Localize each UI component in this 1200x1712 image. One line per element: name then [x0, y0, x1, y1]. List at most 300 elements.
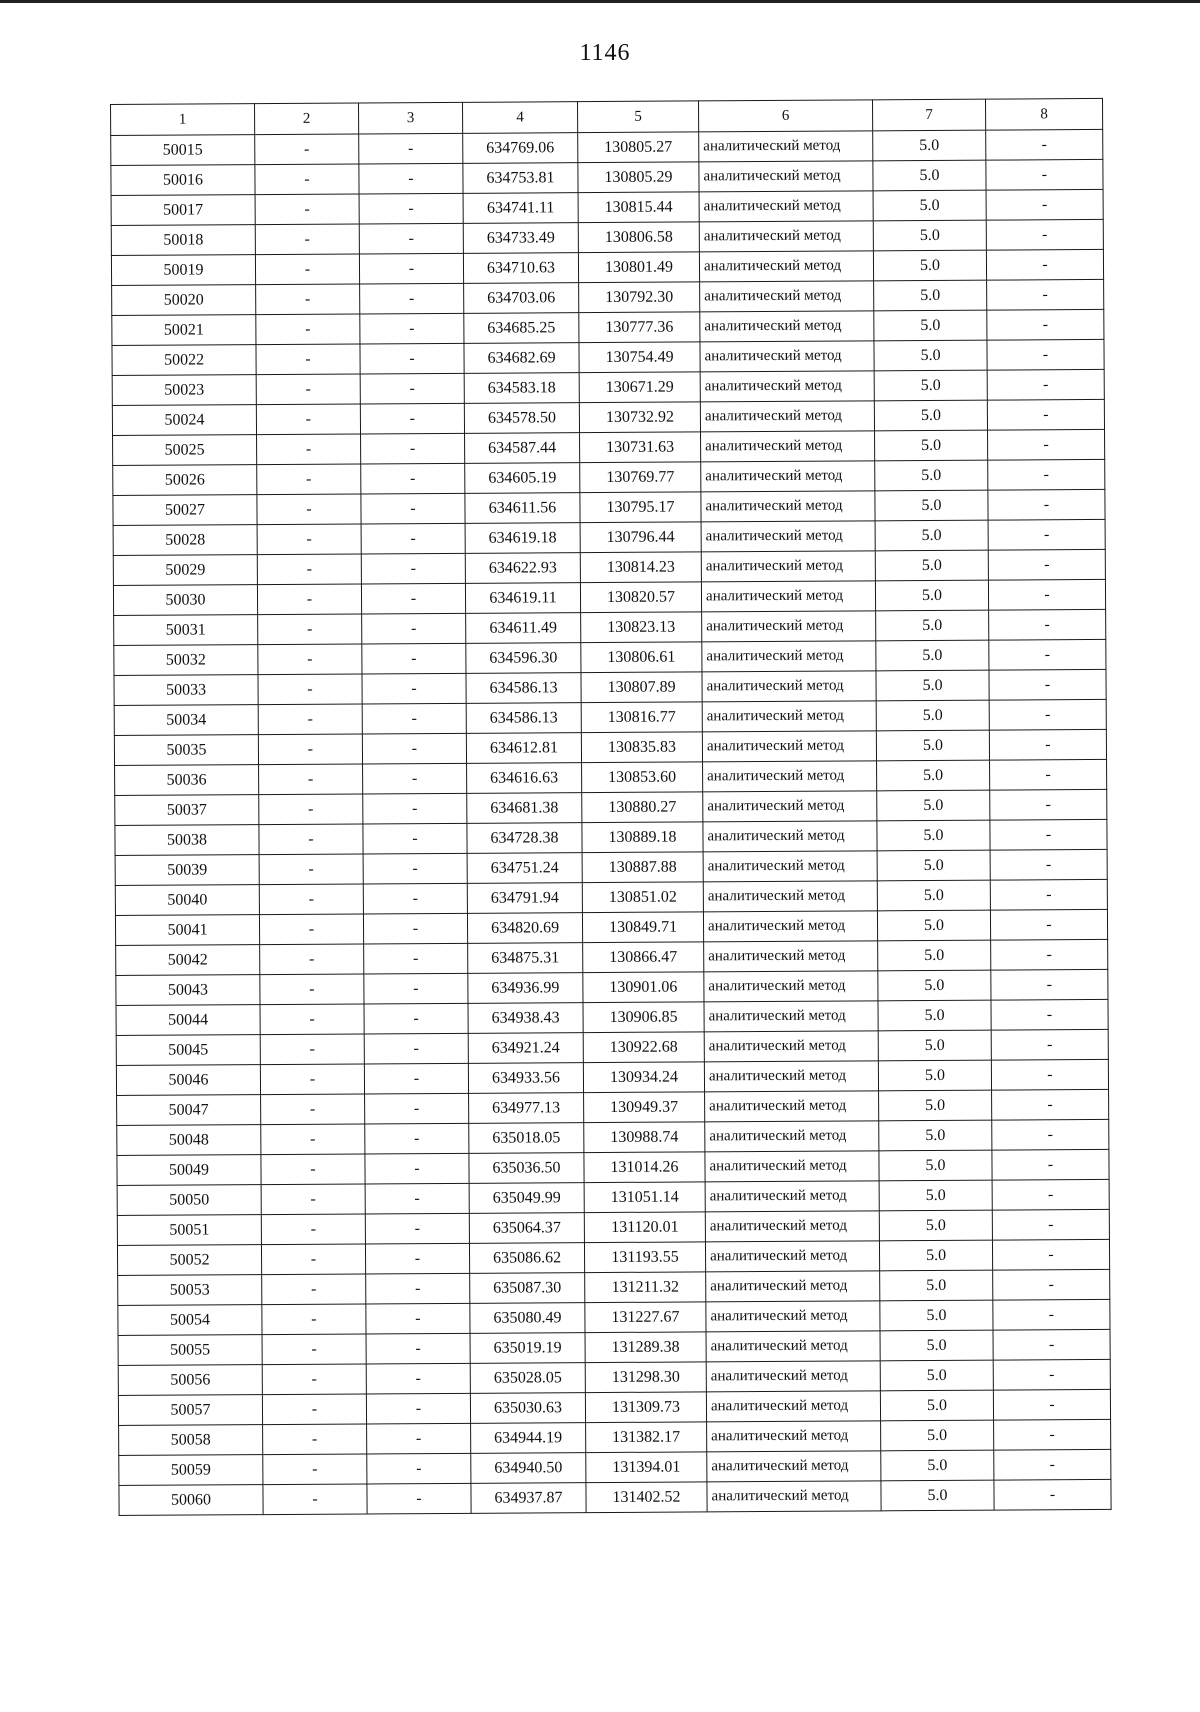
col-2-value-cell: - [258, 734, 362, 765]
method-cell: аналитический метод [705, 1121, 879, 1152]
x-coordinate-cell: 634583.18 [464, 373, 579, 404]
method-cell: аналитический метод [707, 1481, 881, 1512]
x-coordinate-cell: 634605.19 [465, 463, 580, 494]
col-3-value-cell: - [365, 1153, 469, 1184]
y-coordinate-cell: 130805.29 [578, 162, 699, 193]
x-coordinate-cell: 634933.56 [468, 1063, 583, 1094]
y-coordinate-cell: 130671.29 [579, 372, 700, 403]
col-2-value-cell: - [255, 254, 359, 285]
col-8-value-cell: - [986, 219, 1103, 250]
col-8-value-cell: - [991, 999, 1108, 1030]
page-number: 1146 [579, 40, 631, 66]
col-3-value-cell: - [359, 223, 463, 254]
point-number-cell: 50023 [112, 375, 256, 406]
x-coordinate-cell: 635087.30 [470, 1273, 585, 1304]
point-number-cell: 50039 [115, 855, 259, 886]
accuracy-cell: 5.0 [875, 430, 988, 461]
y-coordinate-cell: 130807.89 [581, 672, 702, 703]
y-coordinate-cell: 130754.49 [579, 342, 700, 373]
col-3-value-cell: - [364, 1003, 468, 1034]
method-cell: аналитический метод [705, 1241, 879, 1272]
col-2-value-cell: - [256, 344, 360, 375]
col-8-value-cell: - [988, 459, 1105, 490]
col-2-value-cell: - [257, 434, 361, 465]
method-cell: аналитический метод [699, 191, 873, 222]
x-coordinate-cell: 635086.62 [469, 1243, 584, 1274]
table-body [111, 129, 1111, 1515]
method-cell: аналитический метод [705, 1211, 879, 1242]
x-coordinate-cell: 634611.56 [465, 493, 580, 524]
col-2-value-cell: - [259, 764, 363, 795]
y-coordinate-cell: 130889.18 [582, 822, 703, 853]
col-3-value-cell: - [359, 163, 463, 194]
x-coordinate-cell: 634820.69 [467, 913, 582, 944]
col-8-value-cell: - [988, 579, 1105, 610]
point-number-cell: 50025 [113, 435, 257, 466]
method-cell: аналитический метод [704, 1031, 878, 1062]
point-number-cell: 50034 [114, 705, 258, 736]
x-coordinate-cell: 634587.44 [465, 433, 580, 464]
method-cell: аналитический метод [702, 731, 876, 762]
col-3-value-cell: - [362, 613, 466, 644]
x-coordinate-cell: 634612.81 [466, 733, 581, 764]
y-coordinate-cell: 130814.23 [580, 552, 701, 583]
accuracy-cell: 5.0 [879, 1210, 992, 1241]
col-8-value-cell: - [994, 1419, 1111, 1450]
col-3-value-cell: - [364, 1063, 468, 1094]
x-coordinate-cell: 634616.63 [467, 763, 582, 794]
point-number-cell: 50017 [111, 195, 255, 226]
method-cell: аналитический метод [702, 641, 876, 672]
point-number-cell: 50022 [112, 345, 256, 376]
col-3-value-cell: - [362, 643, 466, 674]
x-coordinate-cell: 634682.69 [464, 343, 579, 374]
method-cell: аналитический метод [703, 791, 877, 822]
accuracy-cell: 5.0 [876, 700, 989, 731]
method-cell: аналитический метод [704, 941, 878, 972]
y-coordinate-cell: 131120.01 [584, 1212, 705, 1243]
col-8-value-cell: - [991, 1059, 1108, 1090]
accuracy-cell: 5.0 [873, 190, 986, 221]
col-3-value-cell: - [363, 853, 467, 884]
x-coordinate-cell: 634578.50 [464, 403, 579, 434]
method-cell: аналитический метод [704, 1061, 878, 1092]
col-2-value-cell: - [257, 494, 361, 525]
col-2-value-cell: - [257, 584, 361, 615]
col-3-value-cell: - [366, 1303, 470, 1334]
y-coordinate-cell: 130777.36 [579, 312, 700, 343]
col-8-value-cell: - [991, 969, 1108, 1000]
x-coordinate-cell: 634791.94 [467, 883, 582, 914]
accuracy-cell: 5.0 [878, 1030, 991, 1061]
col-8-value-cell: - [990, 819, 1107, 850]
x-coordinate-cell: 634937.87 [471, 1483, 586, 1514]
col-2-value-cell: - [261, 1244, 365, 1275]
col-8-value-cell: - [988, 549, 1105, 580]
y-coordinate-cell: 130835.83 [581, 732, 702, 763]
col-8-value-cell: - [987, 309, 1104, 340]
point-number-cell: 50043 [116, 975, 260, 1006]
col-8-value-cell: - [993, 1329, 1110, 1360]
y-coordinate-cell: 130731.63 [580, 432, 701, 463]
col-8-value-cell: - [987, 369, 1104, 400]
col-8-value-cell: - [993, 1389, 1110, 1420]
col-2-value-cell: - [259, 854, 363, 885]
accuracy-cell: 5.0 [875, 490, 988, 521]
method-cell: аналитический метод [703, 821, 877, 852]
method-cell: аналитический метод [700, 311, 874, 342]
col-8-value-cell: - [993, 1269, 1110, 1300]
col-3-value-cell: - [360, 373, 464, 404]
y-coordinate-cell: 131309.73 [585, 1392, 706, 1423]
x-coordinate-cell: 634875.31 [468, 943, 583, 974]
col-8-value-cell: - [989, 699, 1106, 730]
point-number-cell: 50018 [111, 225, 255, 256]
col-2-value-cell: - [262, 1304, 366, 1335]
point-number-cell: 50033 [114, 675, 258, 706]
col-3-value-cell: - [360, 343, 464, 374]
col-2-value-cell: - [257, 524, 361, 555]
accuracy-cell: 5.0 [876, 670, 989, 701]
accuracy-cell: 5.0 [875, 580, 988, 611]
col-3-value-cell: - [367, 1453, 471, 1484]
method-cell: аналитический метод [701, 581, 875, 612]
col-8-value-cell: - [986, 159, 1103, 190]
col-2-value-cell: - [256, 284, 360, 315]
y-coordinate-cell: 130820.57 [580, 582, 701, 613]
x-coordinate-cell: 634944.19 [471, 1423, 586, 1454]
x-coordinate-cell: 634703.06 [464, 283, 579, 314]
col-2-value-cell: - [262, 1364, 366, 1395]
accuracy-cell: 5.0 [881, 1480, 994, 1511]
col-3-value-cell: - [360, 403, 464, 434]
x-coordinate-cell: 635049.99 [469, 1183, 584, 1214]
method-cell: аналитический метод [706, 1391, 880, 1422]
col-8-value-cell: - [992, 1179, 1109, 1210]
accuracy-cell: 5.0 [878, 1060, 991, 1091]
col-8-value-cell: - [989, 609, 1106, 640]
y-coordinate-cell: 130880.27 [582, 792, 703, 823]
col-8-value-cell: - [992, 1149, 1109, 1180]
y-coordinate-cell: 131298.30 [585, 1362, 706, 1393]
col-3-value-cell: - [361, 583, 465, 614]
x-coordinate-cell: 634619.18 [465, 523, 580, 554]
column-header-5: 5 [577, 101, 698, 133]
y-coordinate-cell: 130732.92 [579, 402, 700, 433]
x-coordinate-cell: 634940.50 [471, 1453, 586, 1484]
accuracy-cell: 5.0 [879, 1120, 992, 1151]
accuracy-cell: 5.0 [879, 1090, 992, 1121]
col-8-value-cell: - [988, 429, 1105, 460]
col-2-value-cell: - [263, 1484, 367, 1515]
col-2-value-cell: - [255, 134, 359, 165]
col-3-value-cell: - [365, 1213, 469, 1244]
x-coordinate-cell: 634741.11 [463, 193, 578, 224]
point-number-cell: 50019 [111, 255, 255, 286]
method-cell: аналитический метод [701, 551, 875, 582]
col-3-value-cell: - [367, 1483, 471, 1514]
y-coordinate-cell: 130901.06 [583, 972, 704, 1003]
x-coordinate-cell: 634733.49 [463, 223, 578, 254]
method-cell: аналитический метод [699, 221, 873, 252]
method-cell: аналитический метод [702, 611, 876, 642]
accuracy-cell: 5.0 [878, 1000, 991, 1031]
col-2-value-cell: - [259, 914, 363, 945]
column-header-2: 2 [255, 103, 359, 135]
x-coordinate-cell: 634611.49 [466, 613, 581, 644]
y-coordinate-cell: 130806.58 [578, 222, 699, 253]
point-number-cell: 50042 [116, 945, 260, 976]
method-cell: аналитический метод [705, 1181, 879, 1212]
accuracy-cell: 5.0 [880, 1360, 993, 1391]
col-2-value-cell: - [257, 464, 361, 495]
method-cell: аналитический метод [706, 1361, 880, 1392]
x-coordinate-cell: 634921.24 [468, 1033, 583, 1064]
y-coordinate-cell: 130887.88 [582, 852, 703, 883]
accuracy-cell: 5.0 [875, 460, 988, 491]
col-8-value-cell: - [992, 1119, 1109, 1150]
col-2-value-cell: - [259, 794, 363, 825]
point-number-cell: 50020 [112, 285, 256, 316]
y-coordinate-cell: 131227.67 [585, 1302, 706, 1333]
accuracy-cell: 5.0 [881, 1420, 994, 1451]
method-cell: аналитический метод [704, 971, 878, 1002]
col-3-value-cell: - [359, 133, 463, 164]
point-number-cell: 50016 [111, 165, 255, 196]
col-2-value-cell: - [259, 884, 363, 915]
col-3-value-cell: - [360, 313, 464, 344]
col-2-value-cell: - [261, 1154, 365, 1185]
col-3-value-cell: - [361, 433, 465, 464]
x-coordinate-cell: 635064.37 [469, 1213, 584, 1244]
col-8-value-cell: - [993, 1299, 1110, 1330]
col-2-value-cell: - [260, 974, 364, 1005]
point-number-cell: 50049 [117, 1155, 261, 1186]
col-8-value-cell: - [990, 909, 1107, 940]
y-coordinate-cell: 131051.14 [584, 1182, 705, 1213]
y-coordinate-cell: 130949.37 [584, 1092, 705, 1123]
point-number-cell: 50048 [117, 1125, 261, 1156]
method-cell: аналитический метод [707, 1421, 881, 1452]
x-coordinate-cell: 634710.63 [463, 253, 578, 284]
method-cell: аналитический метод [702, 671, 876, 702]
col-2-value-cell: - [258, 614, 362, 645]
col-2-value-cell: - [259, 824, 363, 855]
accuracy-cell: 5.0 [876, 730, 989, 761]
point-number-cell: 50046 [116, 1065, 260, 1096]
x-coordinate-cell: 635028.05 [470, 1363, 585, 1394]
point-number-cell: 50040 [115, 885, 259, 916]
y-coordinate-cell: 130849.71 [582, 912, 703, 943]
y-coordinate-cell: 130815.44 [578, 192, 699, 223]
col-2-value-cell: - [260, 944, 364, 975]
col-2-value-cell: - [263, 1454, 367, 1485]
accuracy-cell: 5.0 [877, 850, 990, 881]
y-coordinate-cell: 130853.60 [582, 762, 703, 793]
point-number-cell: 50015 [111, 135, 255, 166]
accuracy-cell: 5.0 [874, 280, 987, 311]
col-2-value-cell: - [258, 674, 362, 705]
accuracy-cell: 5.0 [873, 220, 986, 251]
point-number-cell: 50051 [117, 1215, 261, 1246]
col-8-value-cell: - [986, 129, 1103, 160]
col-8-value-cell: - [990, 759, 1107, 790]
y-coordinate-cell: 131394.01 [586, 1452, 707, 1483]
col-2-value-cell: - [261, 1214, 365, 1245]
col-3-value-cell: - [363, 793, 467, 824]
y-coordinate-cell: 130988.74 [584, 1122, 705, 1153]
x-coordinate-cell: 634681.38 [467, 793, 582, 824]
y-coordinate-cell: 130805.27 [578, 132, 699, 163]
point-number-cell: 50024 [112, 405, 256, 436]
col-8-value-cell: - [992, 1209, 1109, 1240]
x-coordinate-cell: 634685.25 [464, 313, 579, 344]
accuracy-cell: 5.0 [877, 820, 990, 851]
point-number-cell: 50054 [118, 1305, 262, 1336]
point-number-cell: 50053 [118, 1275, 262, 1306]
col-2-value-cell: - [261, 1094, 365, 1125]
col-2-value-cell: - [256, 374, 360, 405]
col-2-value-cell: - [260, 1004, 364, 1035]
point-number-cell: 50056 [118, 1365, 262, 1396]
y-coordinate-cell: 131402.52 [586, 1482, 707, 1513]
accuracy-cell: 5.0 [878, 970, 991, 1001]
point-number-cell: 50035 [114, 735, 258, 766]
accuracy-cell: 5.0 [875, 550, 988, 581]
accuracy-cell: 5.0 [876, 640, 989, 671]
point-number-cell: 50031 [114, 615, 258, 646]
column-header-1: 1 [111, 104, 255, 136]
column-header-3: 3 [358, 102, 462, 134]
method-cell: аналитический метод [701, 491, 875, 522]
col-3-value-cell: - [366, 1363, 470, 1394]
col-8-value-cell: - [990, 849, 1107, 880]
col-8-value-cell: - [994, 1449, 1111, 1480]
accuracy-cell: 5.0 [877, 880, 990, 911]
method-cell: аналитический метод [700, 281, 874, 312]
col-8-value-cell: - [994, 1479, 1111, 1510]
point-number-cell: 50058 [119, 1425, 263, 1456]
x-coordinate-cell: 634728.38 [467, 823, 582, 854]
accuracy-cell: 5.0 [879, 1150, 992, 1181]
method-cell: аналитический метод [701, 431, 875, 462]
y-coordinate-cell: 130906.85 [583, 1002, 704, 1033]
point-number-cell: 50027 [113, 495, 257, 526]
col-3-value-cell: - [363, 883, 467, 914]
method-cell: аналитический метод [700, 401, 874, 432]
col-3-value-cell: - [365, 1183, 469, 1214]
x-coordinate-cell: 635030.63 [470, 1393, 585, 1424]
method-cell: аналитический метод [699, 251, 873, 282]
col-3-value-cell: - [361, 523, 465, 554]
accuracy-cell: 5.0 [875, 520, 988, 551]
point-number-cell: 50026 [113, 465, 257, 496]
y-coordinate-cell: 131014.26 [584, 1152, 705, 1183]
y-coordinate-cell: 130922.68 [583, 1032, 704, 1063]
col-2-value-cell: - [257, 554, 361, 585]
method-cell: аналитический метод [703, 851, 877, 882]
point-number-cell: 50044 [116, 1005, 260, 1036]
x-coordinate-cell: 634586.13 [466, 703, 581, 734]
col-3-value-cell: - [362, 703, 466, 734]
col-8-value-cell: - [987, 339, 1104, 370]
col-2-value-cell: - [258, 644, 362, 675]
col-2-value-cell: - [262, 1334, 366, 1365]
y-coordinate-cell: 131382.17 [586, 1422, 707, 1453]
accuracy-cell: 5.0 [874, 310, 987, 341]
x-coordinate-cell: 634769.06 [463, 133, 578, 164]
col-8-value-cell: - [989, 669, 1106, 700]
y-coordinate-cell: 130934.24 [583, 1062, 704, 1093]
x-coordinate-cell: 635019.19 [470, 1333, 585, 1364]
y-coordinate-cell: 131193.55 [584, 1242, 705, 1273]
point-number-cell: 50059 [119, 1455, 263, 1486]
y-coordinate-cell: 130792.30 [579, 282, 700, 313]
accuracy-cell: 5.0 [874, 340, 987, 371]
method-cell: аналитический метод [703, 881, 877, 912]
y-coordinate-cell: 130769.77 [580, 462, 701, 493]
y-coordinate-cell: 131289.38 [585, 1332, 706, 1363]
col-8-value-cell: - [987, 399, 1104, 430]
x-coordinate-cell: 634619.11 [465, 583, 580, 614]
y-coordinate-cell: 130795.17 [580, 492, 701, 523]
col-3-value-cell: - [363, 823, 467, 854]
col-3-value-cell: - [360, 283, 464, 314]
y-coordinate-cell: 130816.77 [581, 702, 702, 733]
method-cell: аналитический метод [707, 1451, 881, 1482]
col-3-value-cell: - [365, 1123, 469, 1154]
x-coordinate-cell: 634586.13 [466, 673, 581, 704]
point-number-cell: 50038 [115, 825, 259, 856]
method-cell: аналитический метод [705, 1091, 879, 1122]
x-coordinate-cell: 635080.49 [470, 1303, 585, 1334]
col-8-value-cell: - [988, 489, 1105, 520]
col-2-value-cell: - [258, 704, 362, 735]
y-coordinate-cell: 130823.13 [581, 612, 702, 643]
point-number-cell: 50028 [113, 525, 257, 556]
method-cell: аналитический метод [703, 911, 877, 942]
accuracy-cell: 5.0 [878, 940, 991, 971]
x-coordinate-cell: 634596.30 [466, 643, 581, 674]
accuracy-cell: 5.0 [879, 1240, 992, 1271]
col-3-value-cell: - [364, 1033, 468, 1064]
point-number-cell: 50030 [113, 585, 257, 616]
col-2-value-cell: - [255, 224, 359, 255]
point-number-cell: 50052 [117, 1245, 261, 1276]
method-cell: аналитический метод [706, 1331, 880, 1362]
col-3-value-cell: - [366, 1393, 470, 1424]
col-2-value-cell: - [261, 1124, 365, 1155]
point-number-cell: 50037 [115, 795, 259, 826]
x-coordinate-cell: 634622.93 [465, 553, 580, 584]
x-coordinate-cell: 635036.50 [469, 1153, 584, 1184]
point-number-cell: 50032 [114, 645, 258, 676]
col-8-value-cell: - [993, 1359, 1110, 1390]
accuracy-cell: 5.0 [880, 1390, 993, 1421]
col-8-value-cell: - [990, 789, 1107, 820]
method-cell: аналитический метод [705, 1151, 879, 1182]
point-number-cell: 50050 [117, 1185, 261, 1216]
col-8-value-cell: - [989, 639, 1106, 670]
accuracy-cell: 5.0 [873, 130, 986, 161]
method-cell: аналитический метод [706, 1301, 880, 1332]
col-2-value-cell: - [260, 1064, 364, 1095]
y-coordinate-cell: 130851.02 [582, 882, 703, 913]
point-number-cell: 50021 [112, 315, 256, 346]
col-3-value-cell: - [362, 673, 466, 704]
method-cell: аналитический метод [702, 701, 876, 732]
point-number-cell: 50060 [119, 1485, 263, 1516]
